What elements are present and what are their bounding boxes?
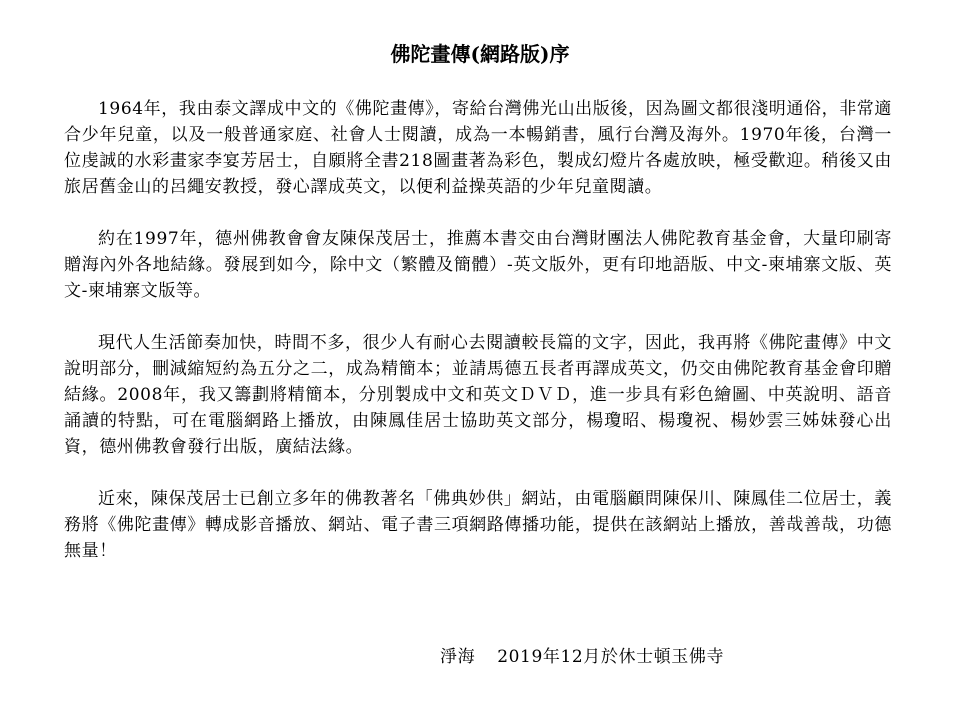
signature-author: 淨海 [440,647,476,667]
paragraph-3: 現代人生活節奏加快，時間不多，很少人有耐心去閱讀較長篇的文字，因此，我再將《佛陀畫傳》中文說明部分，刪減縮短約為五分之二，成為精簡本；並請馬德五長者再譯成英文，仍交由佛陀教育基金會印贈結緣。2008年，我又籌劃將精簡本，分別製成中文和英文ＤＶＤ，進一步具有彩色繪圖、中英說明、語音誦讀的特點，可在電腦網路上播放，由陳鳳佳居士協助英文部分，楊瓊昭、楊瓊祝、楊妙雲三姊妹發心出資，德州佛教會發行出版，廣結法緣。 [64,333,892,457]
signature-line [440,644,724,670]
document-title: 佛陀畫傳(網路版)序 [390,42,570,66]
document-body [64,96,892,590]
signature-date-place: 2019年12月於休士頓玉佛寺 [497,647,725,667]
paragraph-1: 1964年，我由泰文譯成中文的《佛陀畫傳》，寄給台灣佛光山出版後，因為圖文都很淺明通俗，非常適合少年兒童，以及一般普通家庭、社會人士閱讀，成為一本暢銷書，風行台灣及海外。1970年後，台灣一位虔誠的水彩畫家李宴芳居士，自願將全書218圖畫著為彩色，製成幻燈片各處放映，極受歡迎。稍後又由旅居舊金山的呂繩安教授，發心譯成英文，以便利益操英語的少年兒童閱讀。 [64,99,892,197]
paragraph-2: 約在1997年，德州佛教會會友陳保茂居士，推薦本書交由台灣財團法人佛陀教育基金會，大量印刷寄贈海內外各地結緣。發展到如今，除中文（繁體及簡體）-英文版外，更有印地語版、中文-柬埔寨文版、英文-柬埔寨文版等。 [64,229,892,301]
paragraph-4: 近來，陳保茂居士已創立多年的佛教著名「佛典妙供」網站，由電腦顧問陳保川、陳鳳佳二位居士，義務將《佛陀畫傳》轉成影音播放、網站、電子書三項網路傳播功能，提供在該網站上播放，善哉善哉，功德無量！ [64,489,892,561]
